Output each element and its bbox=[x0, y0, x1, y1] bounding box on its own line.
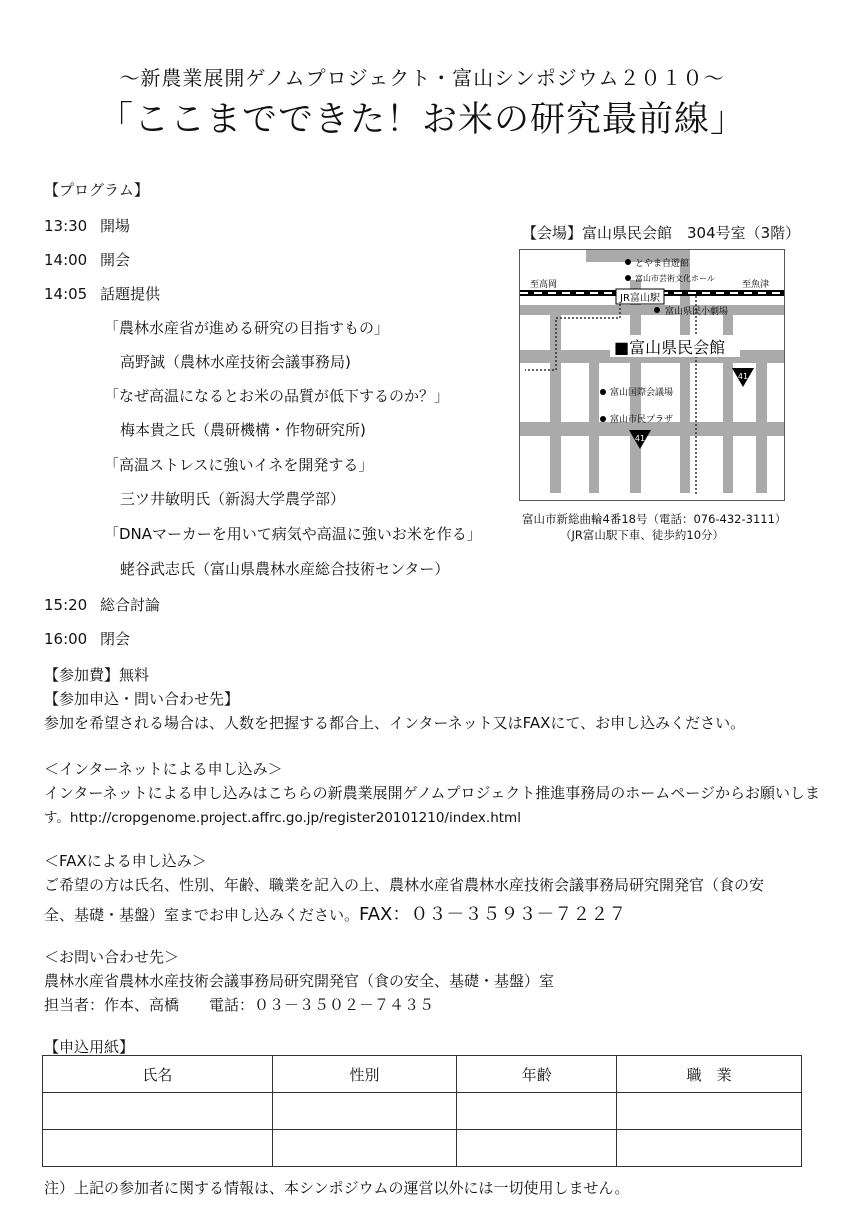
poi-label: 富山市民プラザ bbox=[610, 415, 674, 425]
internet-url[interactable]: す。http://cropgenome.project.affrc.go.jp/register20101210/index.html bbox=[44, 810, 521, 826]
program-row bbox=[44, 628, 130, 649]
talk-speaker: 蛯谷武志氏（富山県農林水産総合技術センター） bbox=[120, 560, 450, 578]
apply-heading: 【参加申込・問い合わせ先】 bbox=[44, 690, 240, 708]
contact-heading: ＜お問い合わせ先＞ bbox=[44, 948, 180, 966]
poi-label: 富山市芸術文化ホール bbox=[635, 274, 715, 283]
column-age: 年齢 bbox=[457, 1056, 617, 1093]
talk-speaker: 梅本貴之氏（農研機構・作物研究所) bbox=[120, 421, 366, 439]
program-label: 総合討論 bbox=[100, 596, 161, 614]
direction-west: 至高岡 bbox=[530, 280, 558, 290]
fax-heading: ＜FAXによる申し込み＞ bbox=[44, 852, 207, 870]
route-number: 41 bbox=[737, 372, 749, 381]
table-header-row bbox=[43, 1056, 802, 1093]
program-time: 14:05 bbox=[44, 285, 88, 303]
apply-intro: 参加を希望される場合は、人数を把握する都合上、インターネット又はFAXにて、お申し込みください。 bbox=[44, 714, 746, 732]
contact-person: 担当者：作本、高橋 電話：０３－３５０２－７４３５ bbox=[44, 996, 435, 1014]
poi-label: 富山国際会議場 bbox=[610, 388, 674, 398]
form-cell[interactable] bbox=[272, 1130, 457, 1167]
form-cell[interactable] bbox=[457, 1093, 617, 1130]
talk-title: 「なぜ高温になるとお米の品質が低下するのか？」 bbox=[104, 387, 450, 405]
station-label: JR富山駅 bbox=[620, 293, 660, 304]
poi-label: 富山県民小劇場 bbox=[665, 307, 729, 317]
talk-title: 「高温ストレスに強いイネを開発する」 bbox=[104, 456, 374, 474]
poi-dot bbox=[654, 307, 660, 313]
form-heading: 【申込用紙】 bbox=[44, 1038, 135, 1056]
talk-title: 「農林水産省が進める研究の目指すもの」 bbox=[104, 319, 390, 337]
venue-access: （JR富山駅下車、徒歩約10分） bbox=[560, 528, 725, 542]
program-heading: 【プログラム】 bbox=[44, 181, 149, 199]
program-time: 15:20 bbox=[44, 596, 88, 614]
subtitle: ～新農業展開ゲノムプロジェクト・富山シンポジウム２０１０～ bbox=[119, 66, 725, 90]
poi-label: とやま自遊館 bbox=[635, 259, 690, 269]
map-road bbox=[756, 363, 767, 493]
talk-speaker: 高野誠（農林水産技術会議事務局) bbox=[120, 353, 351, 371]
program-label: 開会 bbox=[100, 251, 131, 269]
program-time: 16:00 bbox=[44, 630, 88, 648]
contact-office: 農林水産省農林水産技術会議事務局研究開発官（食の安全、基礎・基盤）室 bbox=[44, 972, 555, 990]
privacy-note: 注）上記の参加者に関する情報は、本シンポジウムの運営以外には一切使用しません。 bbox=[44, 1179, 630, 1197]
fax-text-2 bbox=[44, 900, 626, 926]
form-cell[interactable] bbox=[43, 1093, 273, 1130]
map-drawing bbox=[520, 250, 784, 500]
form-cell[interactable] bbox=[457, 1130, 617, 1167]
form-cell[interactable] bbox=[617, 1093, 802, 1130]
venue-map bbox=[519, 249, 785, 501]
application-form-table bbox=[42, 1055, 802, 1167]
program-row bbox=[44, 215, 130, 236]
talk-speaker: 三ツ井敏明氏（新潟大学農学部） bbox=[120, 490, 346, 508]
poi-dot bbox=[625, 259, 631, 265]
program-row bbox=[44, 283, 160, 304]
column-occupation: 職 業 bbox=[617, 1056, 802, 1093]
fax-number: FAX：０３－３５９３－７２２７ bbox=[359, 904, 627, 925]
program-label: 開場 bbox=[100, 217, 131, 235]
form-cell[interactable] bbox=[272, 1093, 457, 1130]
poi-dot bbox=[600, 416, 606, 422]
venue-label: 【会場】富山県民会館 304号室（3階） bbox=[522, 224, 801, 242]
internet-heading: ＜インターネットによる申し込み＞ bbox=[44, 760, 283, 778]
direction-east: 至魚津 bbox=[742, 280, 770, 290]
column-name: 氏名 bbox=[43, 1056, 273, 1093]
map-road bbox=[630, 280, 641, 493]
venue-address: 富山市新総曲輪4番18号（電話：076-432-3111） bbox=[522, 512, 787, 526]
page-title: 「ここまでできた！お米の研究最前線」 bbox=[97, 100, 746, 140]
fax-text-2-label: 全、基礎・基盤）室までお申し込みください。 bbox=[44, 906, 360, 924]
form-cell[interactable] bbox=[43, 1130, 273, 1167]
map-road bbox=[589, 363, 599, 493]
program-label: 話題提供 bbox=[100, 285, 161, 303]
fax-text: ご希望の方は氏名、性別、年齢、職業を記入の上、農林水産省農林水産技術会議事務局研究開発官（食の安 bbox=[44, 876, 765, 894]
program-row bbox=[44, 249, 130, 270]
venue-name: ■富山県民会館 bbox=[614, 338, 726, 357]
route-number: 41 bbox=[634, 434, 646, 443]
program-row bbox=[44, 594, 160, 615]
table-row bbox=[43, 1093, 802, 1130]
table-row bbox=[43, 1130, 802, 1167]
program-label: 閉会 bbox=[100, 630, 131, 648]
program-time: 13:30 bbox=[44, 217, 88, 235]
fee: 【参加費】無料 bbox=[44, 666, 150, 684]
internet-text: インターネットによる申し込みはこちらの新農業展開ゲノムプロジェクト推進事務局のホームページからお願いしま bbox=[44, 784, 820, 802]
poi-dot bbox=[600, 389, 606, 395]
map-road bbox=[520, 305, 784, 315]
program-time: 14:00 bbox=[44, 251, 88, 269]
talk-title: 「DNAマーカーを用いて病気や高温に強いお米を作る」 bbox=[104, 525, 482, 543]
column-gender: 性別 bbox=[272, 1056, 457, 1093]
poi-dot bbox=[625, 275, 631, 281]
form-cell[interactable] bbox=[617, 1130, 802, 1167]
